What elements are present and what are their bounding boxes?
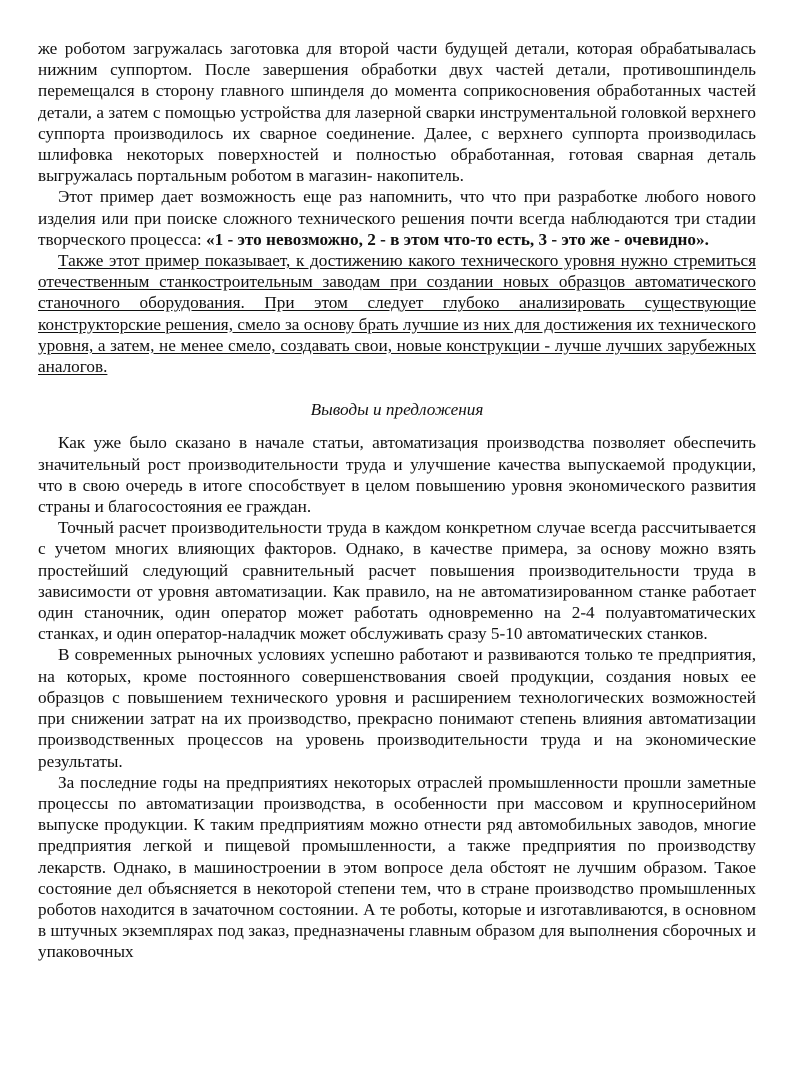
paragraph-2-text: Этот пример дает возможность еще раз напомнить, что что при разработке любого нового изделия или при поиске сложного технического решения почти всегда наблюдаются три стадии творческого процесса: xyxy=(38,187,756,249)
document-page xyxy=(38,38,756,963)
paragraph-1: же роботом загружалась заготовка для второй части будущей детали, которая обрабатывалась нижним суппортом. После завершения обработки двух частей детали, противошпиндель перемещался в сторону главного шпинделя до момента соприкосновения обработанных частей детали, а затем с помощью устройства для лазерной сварки инструментальной головкой верхнего суппорта производилось их сварное соединение. Далее, с верхнего суппорта производилась шлифовка некоторых поверхностей и полностью обработанная, готовая сварная деталь выгружалась портальным роботом в магазин- накопитель. xyxy=(38,39,756,186)
paragraph-2-bold-quote: «1 - это невозможно, 2 - в этом что-то есть, 3 - это же - очевидно». xyxy=(206,229,709,249)
paragraph-7: За последние годы на предприятиях некоторых отраслей промышленности прошли заметные процессы по автоматизации производства, в особенности при массовом и крупносерийном выпуске продукции. К таким предприятиям можно отнести ряд автомобильных заводов, многие предприятия легкой и пищевой промышленности, а также предприятия по производству лекарств. Однако, в машиностроении в этом вопросе дела обстоят не лучшим образом. Такое состояние дел объясняется в некоторой степени тем, что в стране производство промышленных роботов находится в зачаточном состоянии. А те роботы, которые и изготавливаются, в основном в штучных экземплярах под заказ, предназначены главным образом для выполнения сборочных и упаковочных xyxy=(38,772,756,962)
section-heading: Выводы и предложения xyxy=(310,400,484,420)
paragraph-5: Точный расчет производительности труда в каждом конкретном случае всегда рассчитывается с учетом многих влияющих факторов. Однако, в качестве примера, за основу можно взять простейший следующий сравнительный расчет повышения производительности труда в зависимости от уровня автоматизации. Как правило, на не автоматизированном станке работает один станочник, один оператор может работать одновременно на 2-4 полуавтоматических станках, и один оператор-наладчик может обслуживать сразу 5-10 автоматических станков. xyxy=(38,518,756,644)
paragraph-3-underlined: Также этот пример показывает, к достижению какого технического уровня нужно стремиться отечественным станкостроительным заводам при создании новых образцов автоматического станочного оборудования. При этом следует глубоко анализировать существующие конструкторские решения, смело за основу брать лучшие из них для достижения их технического уровня, а затем, не менее смело, создавать свои, новые конструкции - лучше лучших зарубежных аналогов. xyxy=(38,251,756,377)
paragraph-4: Как уже было сказано в начале статьи, автоматизация производства позволяет обеспечить значительный рост производительности труда и улучшение качества выпускаемой продукции, что в свою очередь в итоге способствует в целом повышению уровня экономического развития страны и благосостояния ее граждан. xyxy=(38,433,756,517)
paragraph-2 xyxy=(38,186,756,250)
paragraph-6: В современных рыночных условиях успешно работают и развиваются только те предприятия, на которых, кроме постоянного совершенствования своей продукции, создания новых ее образцов с повышением технического уровня и расширением технологических возможностей при снижении затрат на их производство, прекрасно понимают степень влияния автоматизации производственных процессов на уровень производительности труда и на экономические результаты. xyxy=(38,645,756,771)
